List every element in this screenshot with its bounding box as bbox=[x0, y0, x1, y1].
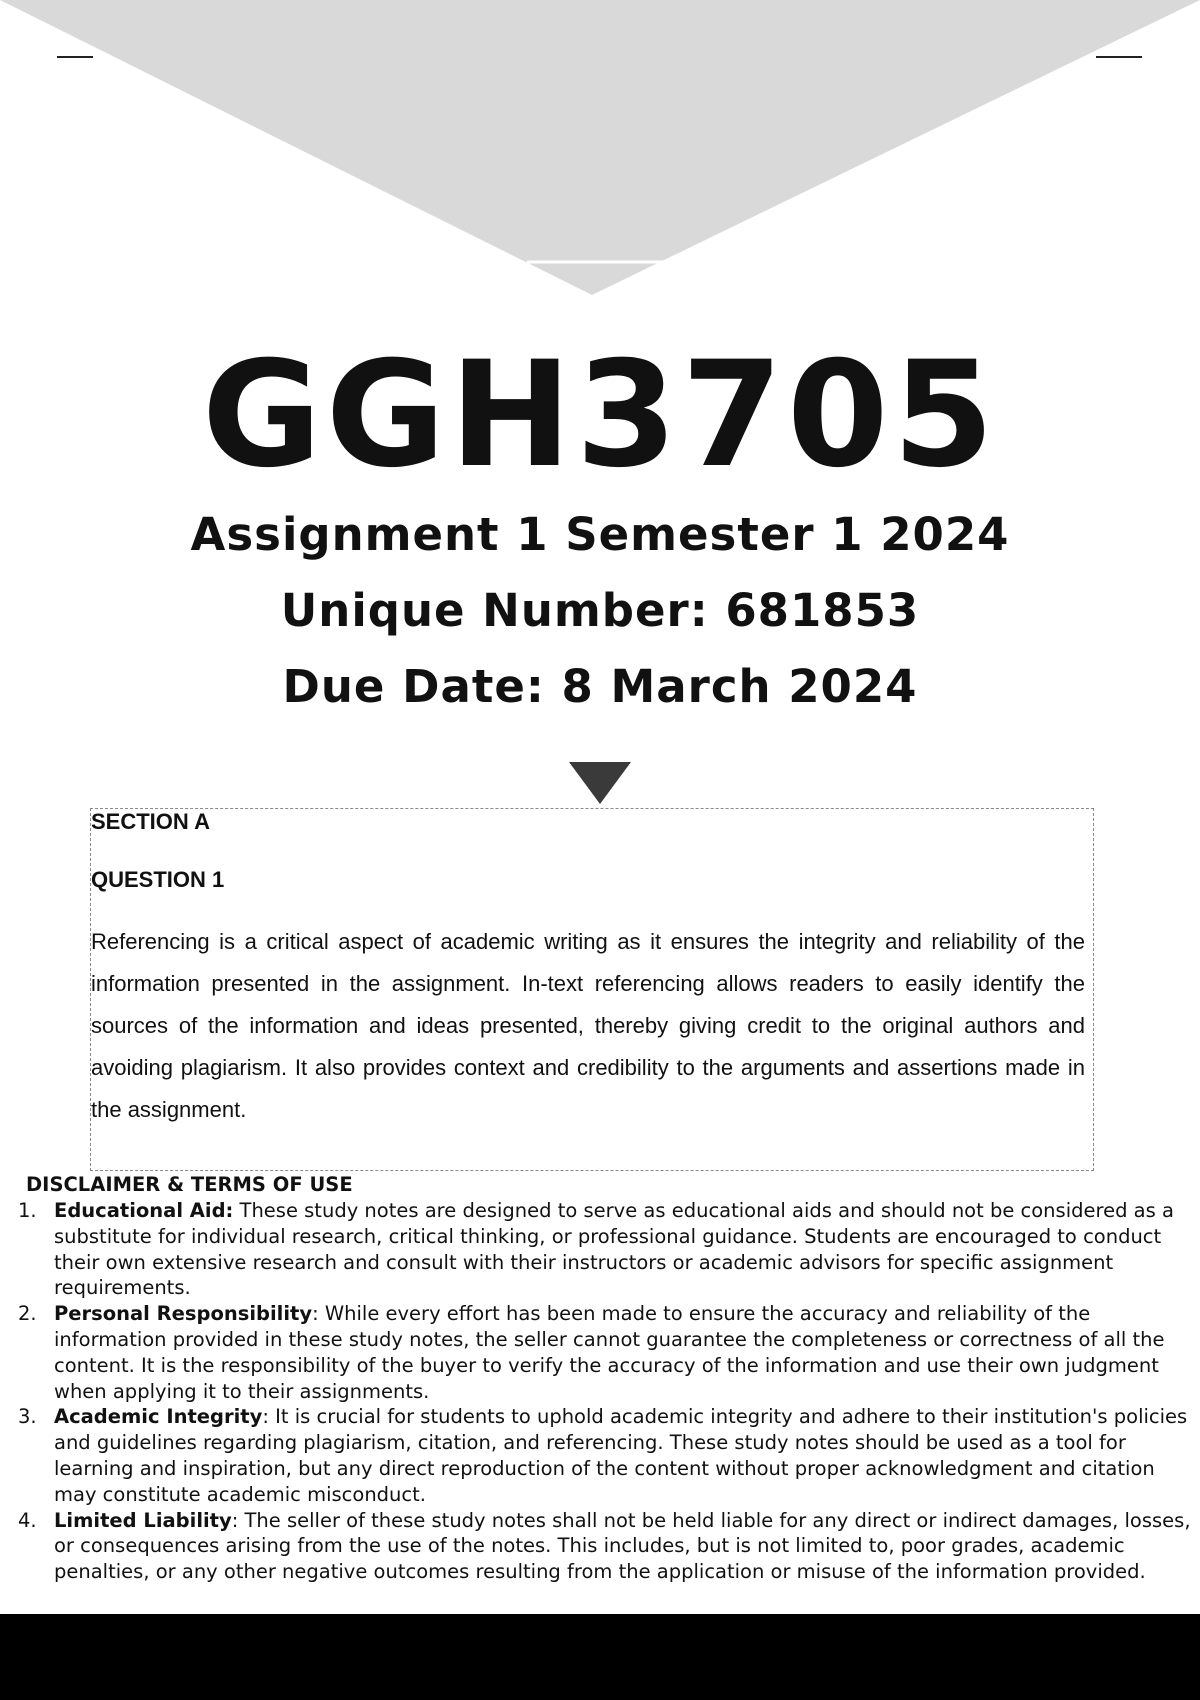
unique-number: Unique Number: 681853 bbox=[280, 584, 920, 637]
term-title: Educational Aid: bbox=[54, 1199, 234, 1222]
answer-paragraph: Referencing is a critical aspect of academic writing as it ensures the integrity and reliability of the information presented in the assignment. In-text referencing allows readers to easily identify the sources of the information and ideas presented, thereby giving credit to the original authors and avoiding plagiarism. It also provides context and credibility to the arguments and assertions made in the assignment. bbox=[91, 929, 1085, 1122]
term-text: These study notes are designed to serve as educational aids and should not be considered as a substitute for individual research, critical thinking, or professional guidance. Students are encouraged to conduct their own extensive research and consult with their instructors or academic advisors for specific assignment requirements. bbox=[54, 1199, 1174, 1300]
term-number: 1. bbox=[18, 1199, 37, 1222]
list-item bbox=[18, 1301, 1193, 1404]
cover-chevron-graphic bbox=[0, 0, 1200, 300]
term-text: : It is crucial for students to uphold academic integrity and adhere to their institution's policies and guidelines regarding plagiarism, citation, and referencing. These study notes should be used as a tool for learning and inspiration, but any direct reproduction of the content without proper acknowledgment and citation may constitute academic misconduct. bbox=[54, 1405, 1188, 1506]
bottom-black-bar bbox=[0, 1614, 1200, 1700]
term-text: : The seller of these study notes shall not be held liable for any direct or indirect damages, losses, or consequences arising from the use of the notes. This includes, but is not limited to, poor grades, academic penalties, or any other negative outcomes resulting from the application or misuse of the information provided. bbox=[54, 1508, 1191, 1584]
answer-text-box bbox=[90, 808, 1094, 1171]
corner-mark-right bbox=[1096, 56, 1142, 58]
term-title: Personal Responsibility bbox=[54, 1302, 313, 1326]
disclaimer-heading: DISCLAIMER & TERMS OF USE bbox=[26, 1173, 353, 1196]
term-text: : While every effort has been made to ensure the accuracy and reliability of the information provided in these study notes, the seller cannot guarantee the completeness or correctness of all the content. It is the responsibility of the buyer to verify the accuracy of the information and use their own judgment when applying it to their assignments. bbox=[54, 1302, 1165, 1403]
term-title: Academic Integrity bbox=[54, 1405, 263, 1429]
terms-list bbox=[18, 1198, 1193, 1585]
due-date: Due Date: 8 March 2024 bbox=[282, 660, 918, 713]
course-code-title: GGH3705 bbox=[201, 330, 999, 500]
question-heading: QUESTION 1 bbox=[91, 867, 225, 892]
term-number: 3. bbox=[18, 1405, 37, 1429]
corner-mark-left bbox=[57, 56, 93, 58]
list-item bbox=[18, 1404, 1193, 1507]
section-heading: SECTION A bbox=[91, 809, 210, 834]
term-number: 4. bbox=[18, 1508, 37, 1532]
list-item bbox=[18, 1198, 1193, 1301]
term-number: 2. bbox=[18, 1302, 37, 1326]
disclaimer-section bbox=[18, 1172, 1193, 1585]
assignment-subtitle: Assignment 1 Semester 1 2024 bbox=[190, 508, 1010, 561]
down-arrow-icon bbox=[569, 762, 631, 804]
list-item bbox=[18, 1508, 1193, 1585]
term-title: Limited Liability bbox=[54, 1508, 232, 1532]
